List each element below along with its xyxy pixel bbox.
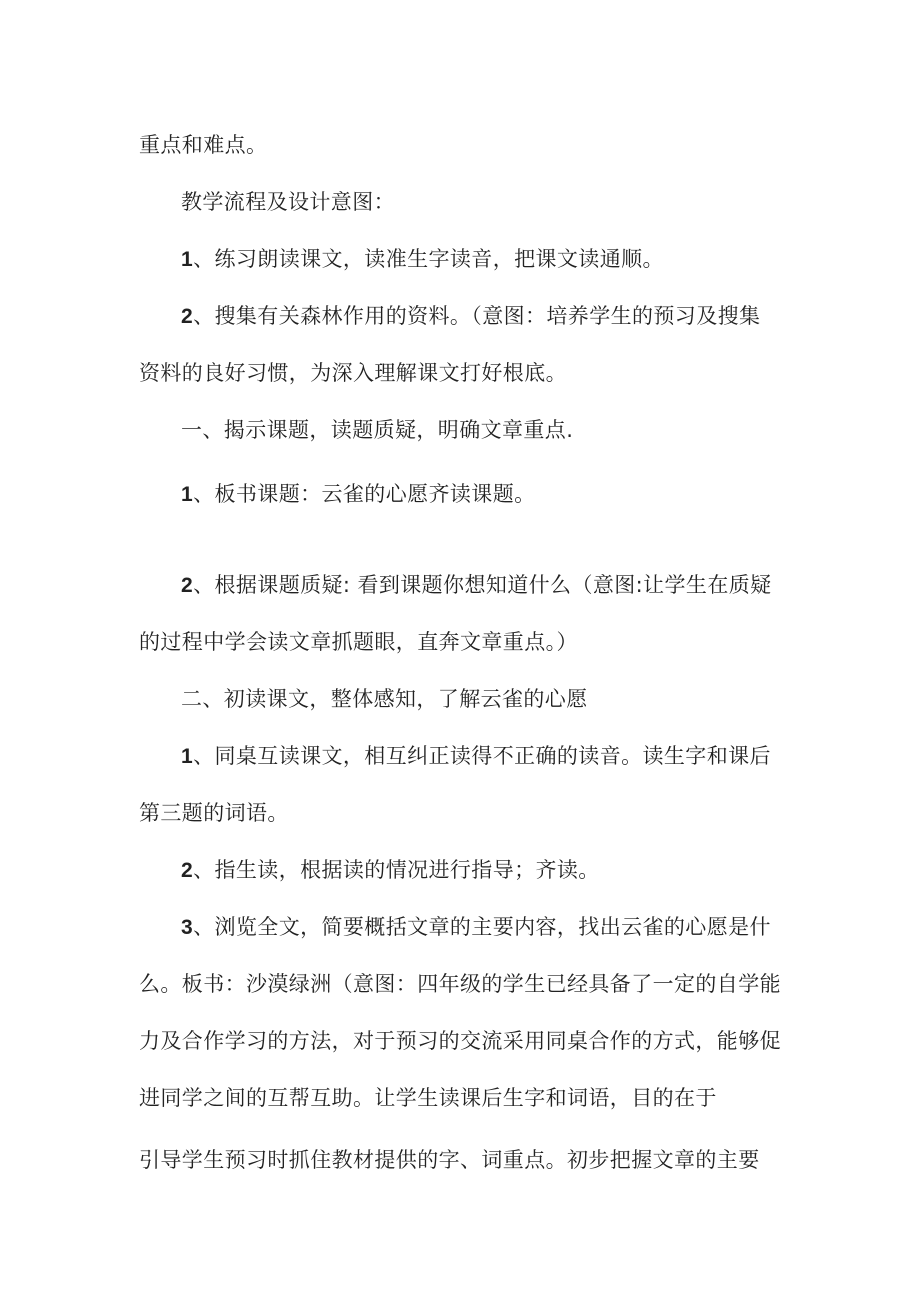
line-text: 、指生读，根据读的情况进行指导；齐读。	[193, 858, 600, 882]
line-text: 进同学之间的互帮互助。让学生读课后生字和词语，目的在于	[139, 1086, 717, 1110]
list-item	[181, 246, 664, 273]
line-text: 力及合作学习的方法，对于预习的交流采用同桌合作的方式，能够促	[139, 1029, 781, 1053]
list-item	[181, 743, 771, 770]
text-line	[139, 1028, 781, 1054]
line-text: 、板书课题：云雀的心愿齐读课题。	[193, 482, 536, 506]
line-text: 二、初读课文，整体感知，了解云雀的心愿	[181, 687, 588, 711]
section-heading-teaching-flow	[181, 189, 395, 215]
line-text: 重点和难点。	[139, 133, 268, 157]
item-number: 2	[181, 859, 194, 882]
text-line	[139, 1147, 760, 1173]
line-text: 资料的良好习惯，为深入理解课文打好根底。	[139, 361, 567, 385]
list-item	[181, 914, 771, 941]
item-number: 2	[181, 305, 194, 328]
item-number: 1	[181, 483, 194, 506]
text-line	[139, 1085, 717, 1111]
line-text: 引导学生预习时抓住教材提供的字、词重点。初步把握文章的主要	[139, 1148, 760, 1172]
list-item	[181, 481, 536, 508]
section-heading-2	[181, 686, 588, 712]
line-text: 、根据课题质疑: 看到课题你想知道什么（意图:让学生在质疑	[193, 573, 772, 597]
line-text: 的过程中学会读文章抓题眼，直奔文章重点。）	[139, 630, 578, 654]
item-number: 1	[181, 248, 194, 271]
text-line	[139, 800, 289, 826]
text-line	[139, 132, 267, 158]
section-heading-1	[181, 417, 573, 443]
item-number: 1	[181, 745, 194, 768]
text-line	[139, 971, 781, 997]
line-text: 、练习朗读课文，读准生字读音，把课文读通顺。	[193, 247, 664, 271]
line-text: 教学流程及设计意图：	[181, 190, 395, 214]
text-line	[139, 629, 578, 655]
line-text: 么。板书：沙漠绿洲（意图：四年级的学生已经具备了一定的自学能	[139, 972, 781, 996]
item-number: 2	[181, 574, 194, 597]
list-item	[181, 303, 760, 330]
line-text: 、同桌互读课文，相互纠正读得不正确的读音。读生字和课后	[193, 744, 771, 768]
list-item	[181, 572, 772, 599]
line-text: 、浏览全文，简要概括文章的主要内容，找出云雀的心愿是什	[193, 915, 771, 939]
text-line	[139, 360, 567, 386]
line-text: 、搜集有关森林作用的资料。（意图：培养学生的预习及搜集	[193, 304, 761, 328]
list-item	[181, 857, 600, 884]
line-text: 第三题的词语。	[139, 801, 289, 825]
item-number: 3	[181, 916, 194, 939]
line-text: 一、揭示课题，读题质疑，明确文章重点.	[181, 418, 574, 442]
